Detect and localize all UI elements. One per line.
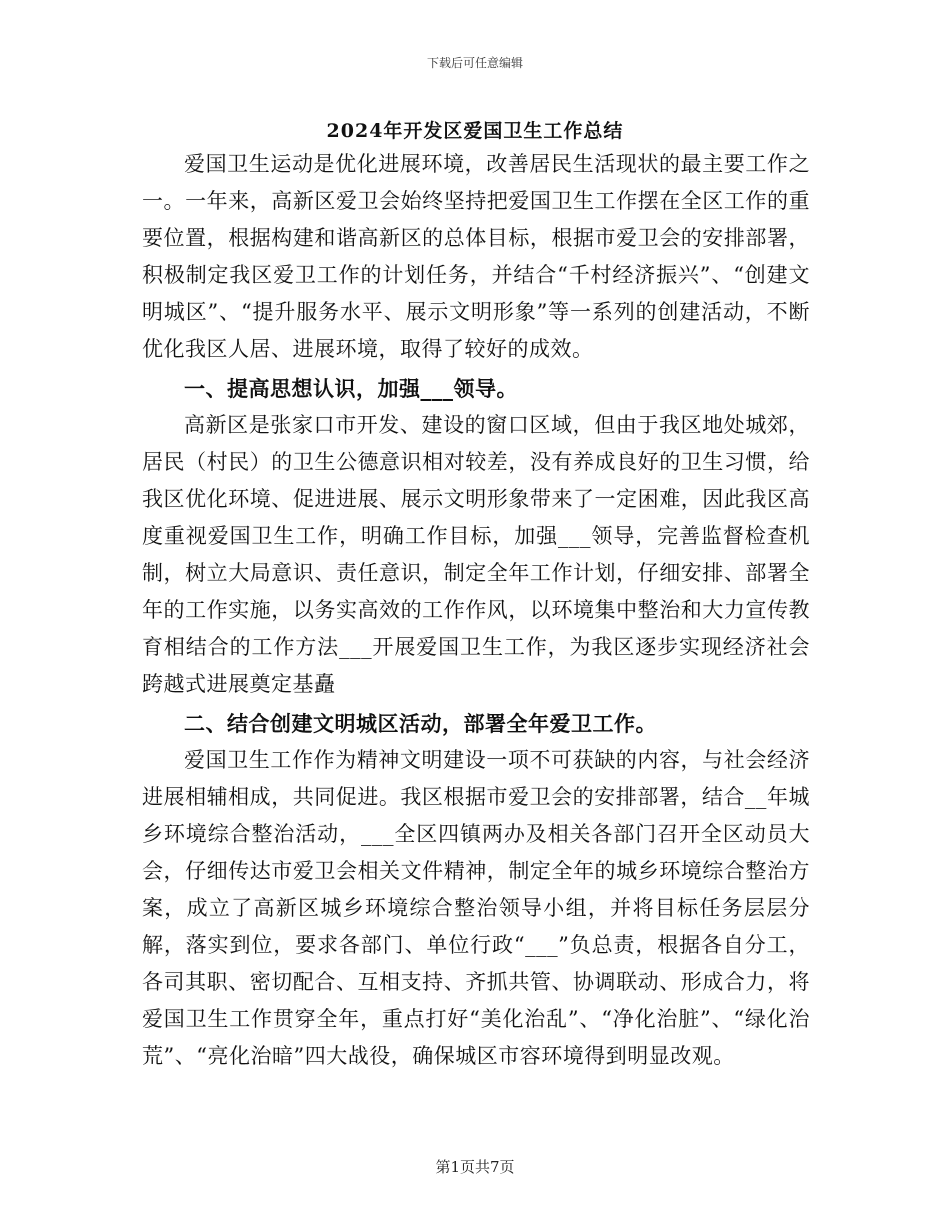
document-body xyxy=(142,146,810,1075)
document-title: 2024年开发区爱国卫生工作总结 xyxy=(326,120,624,142)
section-1-body: 高新区是张家口市开发、建设的窗口区域，但由于我区地处城郊，居民（村民）的卫生公德意识相对较差，没有养成良好的卫生习惯，给我区优化环境、促进进展、展示文明形象带来了一定困难，因此我区高度重视爱国卫生工作，明确工作目标，加强___领导，完善监督检查机制，树立大局意识、责任意识，制定全年工作计划，仔细安排、部署全年的工作实施，以务实高效的工作作风，以环境集中整治和大力宣传教育相结合的工作方法___开展爱国卫生工作，为我区逐步实现经济社会跨越式进展奠定基矗 xyxy=(142,413,810,696)
header-note: 下载后可任意编辑 xyxy=(426,56,523,70)
section-2-heading: 二、结合创建文明城区活动，部署全年爱卫工作。 xyxy=(184,711,657,736)
intro-paragraph: 爱国卫生运动是优化进展环境，改善居民生活现状的最主要工作之一。一年来，高新区爱卫会始终坚持把爱国卫生工作摆在全区工作的重要位置，根据构建和谐高新区的总体目标，根据市爱卫会的安排部署，积极制定我区爱卫工作的计划任务，并结合“千村经济振兴”、“创建文明城区”、“提升服务水平、展示文明形象”等一系列的创建活动，不断优化我区人居、进展环境，取得了较好的成效。 xyxy=(142,152,810,361)
section-1-heading: 一、提高思想认识，加强___领导。 xyxy=(184,376,518,401)
section-2-body: 爱国卫生工作作为精神文明建设一项不可获缺的内容，与社会经济进展相辅相成，共同促进。我区根据市爱卫会的安排部署，结合__年城乡环境综合整治活动，___全区四镇两办及相关各部门召开全区动员大会，仔细传达市爱卫会相关文件精神，制定全年的城乡环境综合整治方案，成立了高新区城乡环境综合整治领导小组，并将目标任务层层分解，落实到位，要求各部门、单位行政“___”负总责，根据各自分工，各司其职、密切配合、互相支持、齐抓共管、协调联动、形成合力，将爱国卫生工作贯穿全年，重点打好“美化治乱”、“净化治脏”、“绿化治荒”、“亮化治暗”四大战役，确保城区市容环境得到明显改观。 xyxy=(142,748,810,1068)
page-number: 第1页共7页 xyxy=(435,1158,515,1176)
